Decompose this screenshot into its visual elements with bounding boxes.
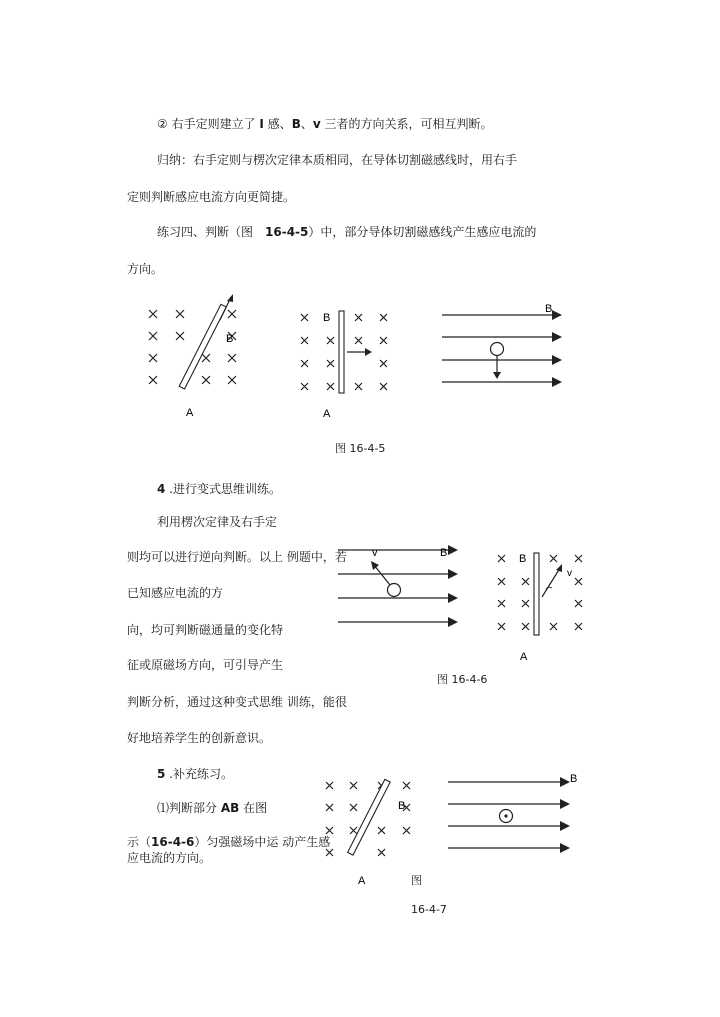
text-exercise4: 练习四、判断（图 16-4-5）中，部分导体切割磁感线产生感应电流的	[157, 225, 537, 239]
conductor-cross-section	[388, 584, 401, 597]
heading-section-5: 5 .补充练习。	[157, 767, 233, 781]
conductor-rod	[339, 311, 344, 393]
figure-16-4-5-panel-c	[440, 302, 570, 392]
conductor-cross-section	[491, 343, 504, 356]
label-a: A	[520, 651, 528, 663]
text-section4-line2: 则均可以进行逆向判断。以上 例题中，若	[127, 550, 347, 564]
text-section4-line4: 向，均可判断磁通量的变化特	[127, 623, 284, 637]
caption-16-4-6: 图 16-4-6	[437, 673, 488, 686]
caption-16-4-7-prefix: 图	[411, 874, 422, 887]
velocity-arrow	[374, 565, 390, 585]
figure-16-4-5-panel-b	[292, 305, 402, 425]
label-b: B	[323, 312, 331, 324]
figure-16-4-6-panel-b	[490, 545, 600, 665]
label-b: B	[226, 333, 234, 345]
text-summary-line2: 定则判断感应电流方向更简捷。	[127, 190, 296, 204]
heading-section-4: 4 .进行变式思维训练。	[157, 482, 281, 496]
text-section4-line7: 好地培养学生的创新意识。	[127, 731, 272, 745]
figure-16-4-6-panel-a	[336, 538, 466, 633]
label-b: B	[519, 553, 527, 565]
label-a: A	[323, 408, 331, 420]
cross-marks	[498, 555, 582, 630]
conductor-rod	[348, 779, 391, 855]
text-right-hand-rule: ② 右手定则建立了 I 感、B、v 三者的方向关系，可相互判断。	[157, 117, 493, 131]
text-section5-line3: 应电流的方向。	[127, 851, 212, 865]
label-a: A	[186, 407, 194, 419]
figure-16-4-7-panel-a	[316, 772, 426, 892]
figure-16-4-5-panel-a	[140, 292, 260, 422]
label-b: B	[545, 303, 553, 315]
text-section4-line3: 已知感应电流的方	[127, 586, 224, 600]
label-b: B	[398, 800, 406, 812]
text-summary-line1: 归纳：右手定则与楞次定律本质相同，在导体切割磁感线时，用右手	[157, 153, 518, 167]
label-a: A	[358, 875, 366, 887]
label-v: v	[567, 568, 572, 579]
label-b: B	[570, 773, 578, 785]
text-section5-line1: ⑴判断部分 AB 在图	[157, 801, 268, 815]
caption-16-4-5: 图 16-4-5	[335, 442, 386, 455]
caption-16-4-7-number: 16-4-7	[411, 903, 447, 916]
label-b: B	[440, 547, 448, 559]
figure-16-4-7-panel-b	[446, 770, 586, 860]
text-section4-line1: 利用楞次定律及右手定	[157, 515, 278, 529]
velocity-arrow	[542, 568, 560, 597]
conductor-rod	[534, 553, 539, 635]
label-v: v	[372, 547, 378, 559]
text-exercise4-cont: 方向。	[127, 262, 164, 276]
text-section4-line5: 征或原磁场方向，可引导产生	[127, 658, 284, 672]
text-section5-line2: 示（16-4-6）匀强磁场中运 动产生感	[127, 835, 331, 849]
text-section4-line6: 判断分析，通过这种变式思维 训练，能很	[127, 695, 347, 709]
